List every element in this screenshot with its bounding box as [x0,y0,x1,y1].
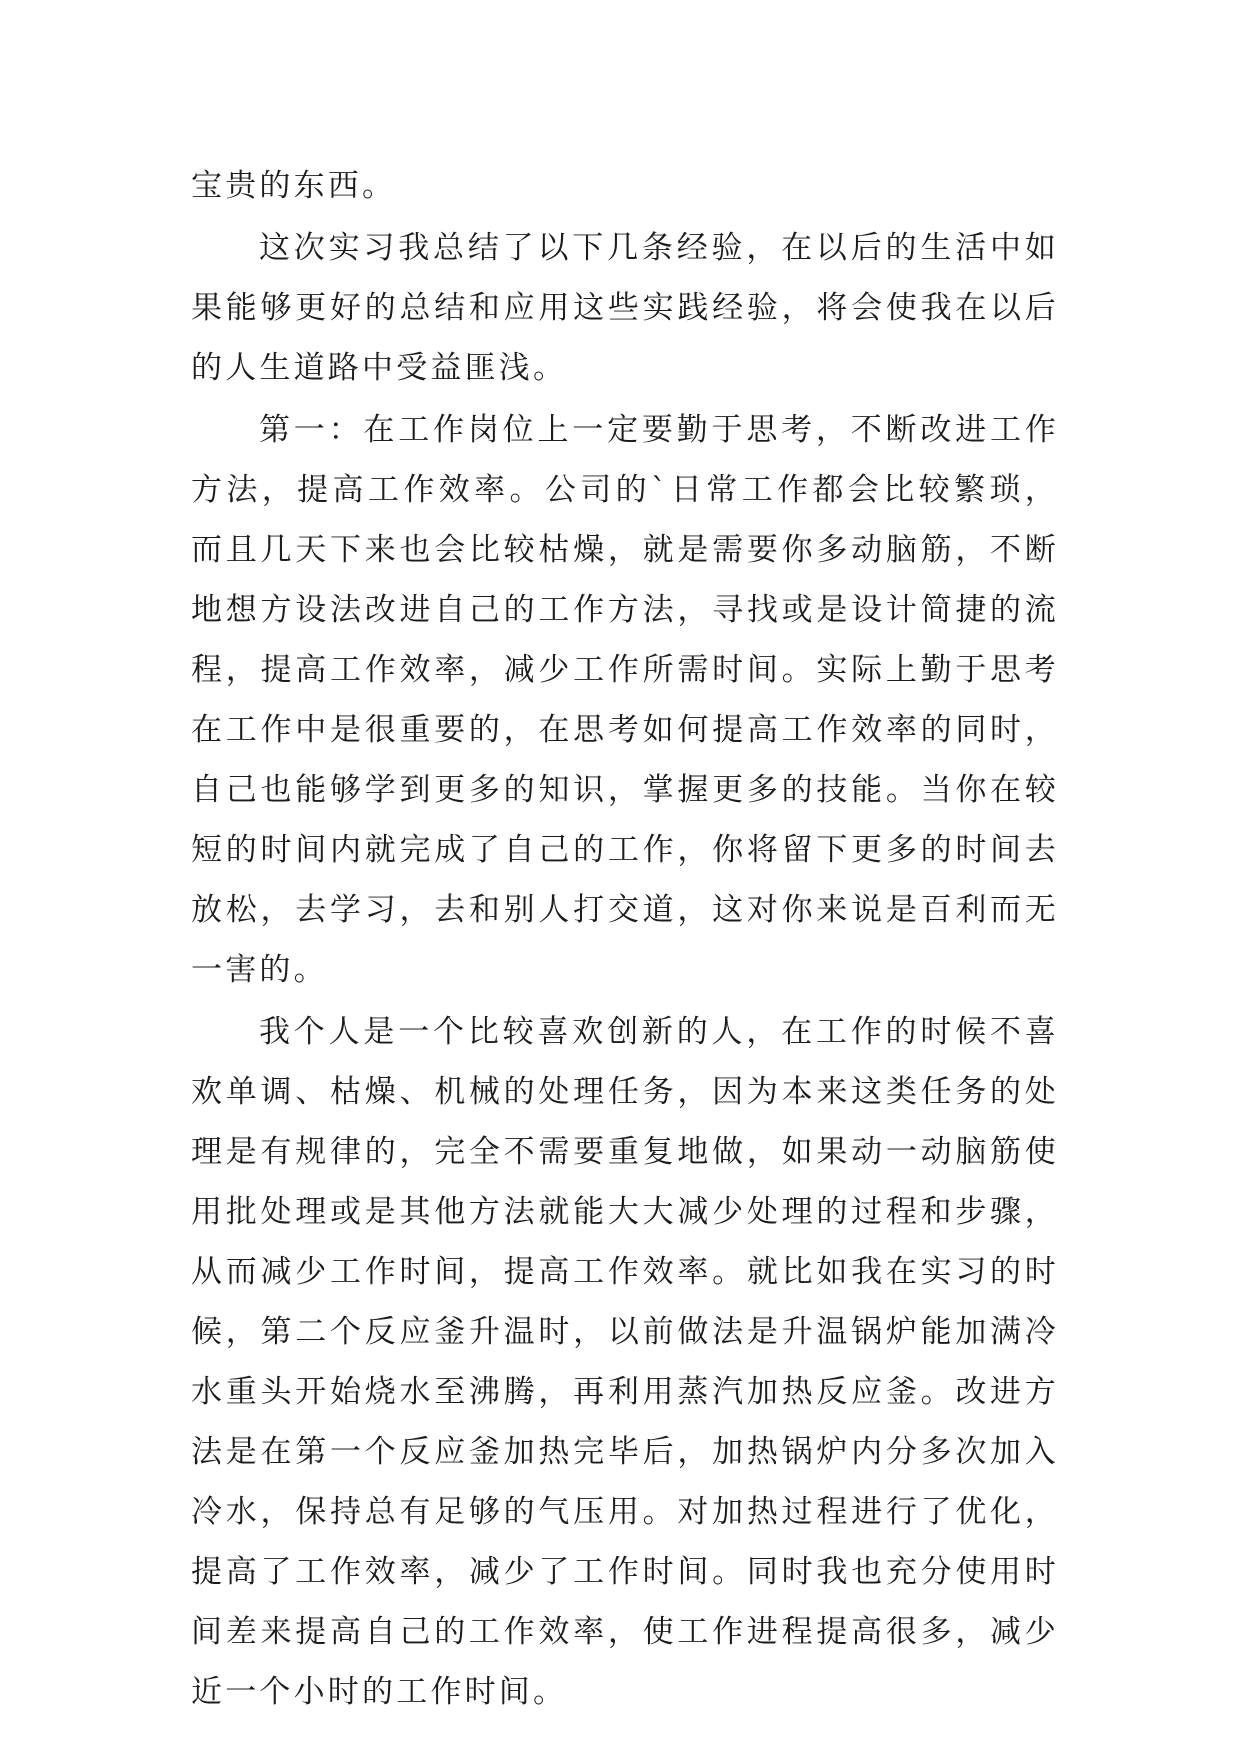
paragraph-first-lesson: 第一：在工作岗位上一定要勤于思考，不断改进工作方法，提高工作效率。公司的`日常工作都会比较繁琐，而且几天下来也会比较枯燥，就是需要你多动脑筋，不断地想方设法改进自己的工作方法，寻找或是设计简捷的流程，提高工作效率，减少工作所需时间。实际上勤于思考在工作中是很重要的，在思考如何提高工作效率的同时，自己也能够学到更多的知识，掌握更多的技能。当你在较短的时间内就完成了自己的工作，你将留下更多的时间去放松，去学习，去和别人打交道，这对你来说是百利而无一害的。 [191,412,1059,988]
paragraph-continuation: 宝贵的东西。 [191,168,397,204]
paragraph-innovation: 我个人是一个比较喜欢创新的人，在工作的时候不喜欢单调、枯燥、机械的处理任务，因为本来这类任务的处理是有规律的，完全不需要重复地做，如果动一动脑筋使用批处理或是其他方法就能大大减少处理的过程和步骤，从而减少工作时间，提高工作效率。就比如我在实习的时候，第二个反应釜升温时，以前做法是升温锅炉能加满冷水重头开始烧水至沸腾，再利用蒸汽加热反应釜。改进方法是在第一个反应釜加热完毕后，加热锅炉内分多次加入冷水，保持总有足够的气压用。对加热过程进行了优化，提高了工作效率，减少了工作时间。同时我也充分使用时间差来提高自己的工作效率，使工作进程提高很多，减少近一个小时的工作时间。 [191,1014,1059,1710]
body-text [191,156,1059,1724]
paragraph-summary: 这次实习我总结了以下几条经验，在以后的生活中如果能够更好的总结和应用这些实践经验，将会使我在以后的人生道路中受益匪浅。 [191,230,1059,386]
